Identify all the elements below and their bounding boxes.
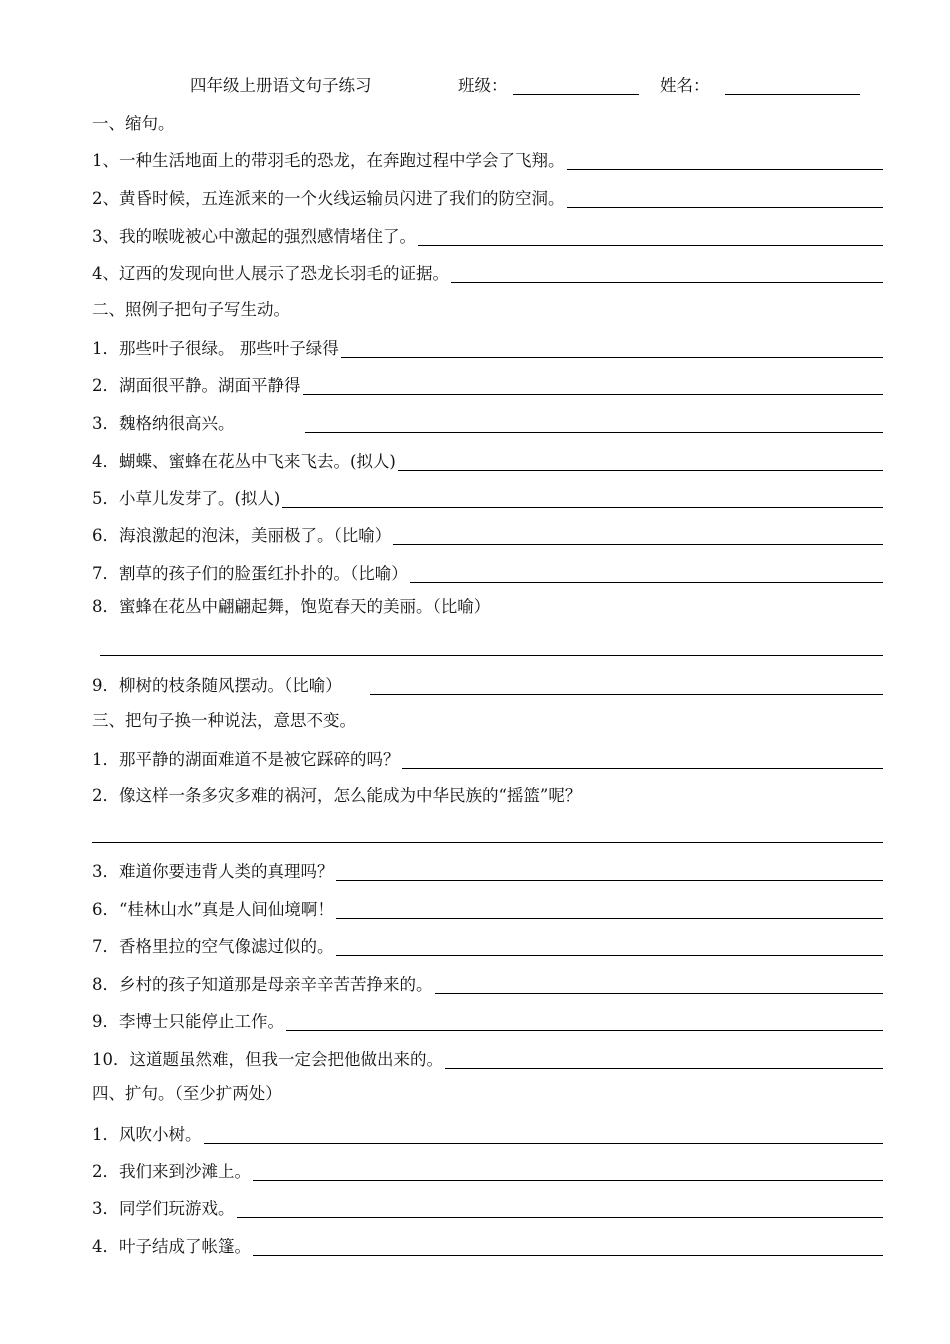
exercise-text: 1．风吹小树。 [92, 1125, 202, 1144]
exercise-item [92, 258, 883, 286]
exercise-item [92, 183, 883, 211]
answer-blank [336, 880, 884, 881]
exercise-text: 3、我的喉咙被心中激起的强烈感情堵住了。 [92, 227, 416, 246]
exercise-item [92, 670, 883, 698]
answer-blank [237, 1217, 884, 1218]
answer-blank [341, 357, 883, 358]
exercise-text: 3．难道你要违背人类的真理吗？ [92, 862, 334, 881]
answer-blank [282, 507, 883, 508]
exercise-text: 10．这道题虽然难，但我一定会把他做出来的。 [92, 1050, 443, 1069]
answer-blank [305, 432, 884, 433]
name-label: 姓名： [660, 76, 710, 95]
answer-blank [253, 1180, 883, 1181]
exercise-item [92, 1193, 883, 1221]
exercise-text: 4．叶子结成了帐篷。 [92, 1237, 251, 1256]
exercise-item [92, 1044, 883, 1072]
exercise-item [92, 969, 883, 997]
exercise-text: 7．割草的孩子们的脸蛋红扑扑的。（比喻） [92, 564, 408, 583]
section-heading-3: 三、把句子换一种说法，意思不变。 [92, 711, 356, 730]
class-label: 班级： [458, 76, 508, 95]
exercise-item [92, 446, 883, 474]
section-heading-2: 二、照例子把句子写生动。 [92, 300, 290, 319]
exercise-text: 2．湖面很平静。湖面平静得 [92, 376, 301, 395]
exercise-item [92, 221, 883, 249]
exercise-text: 5．小草儿发芽了。(拟人) [92, 489, 281, 508]
exercise-item [92, 1231, 883, 1259]
answer-blank [393, 544, 883, 545]
answer-blank [303, 394, 884, 395]
section-heading-1: 一、缩句。 [92, 114, 175, 133]
exercise-item [92, 856, 883, 884]
exercise-text: 2．我们来到沙滩上。 [92, 1162, 251, 1181]
exercise-item [92, 145, 883, 173]
exercise-item [92, 894, 883, 922]
answer-blank [451, 282, 883, 283]
answer-blank [204, 1143, 884, 1144]
exercise-text: 6．“桂林山水”真是人间仙境啊！ [92, 900, 334, 919]
answer-blank [567, 207, 884, 208]
answer-blank [445, 1068, 883, 1069]
exercise-item [92, 1156, 883, 1184]
exercise-item [92, 520, 883, 548]
answer-blank [398, 470, 883, 471]
name-blank [725, 94, 860, 95]
answer-blank [336, 918, 883, 919]
exercise-text: 3．同学们玩游戏。 [92, 1199, 235, 1218]
exercise-item [92, 1119, 883, 1147]
exercise-item [92, 483, 883, 511]
exercise-item [92, 1006, 883, 1034]
exercise-item [92, 744, 883, 772]
answer-blank [435, 993, 884, 994]
exercise-item [92, 558, 883, 586]
exercise-item [92, 931, 883, 959]
answer-blank [418, 245, 883, 246]
exercise-text: 4、辽西的发现向世人展示了恐龙长羽毛的证据。 [92, 264, 449, 283]
exercise-text: 2．像这样一条多灾多难的祸河，怎么能成为中华民族的“摇篮”呢？ [92, 786, 582, 805]
answer-blank [410, 582, 883, 583]
answer-blank [402, 768, 884, 769]
exercise-text: 9．柳树的枝条随风摆动。（比喻） [92, 676, 342, 695]
exercise-text: 4．蝴蝶、蜜蜂在花丛中飞来飞去。(拟人) [92, 452, 396, 471]
exercise-text: 9．李博士只能停止工作。 [92, 1012, 284, 1031]
answer-blank [286, 1030, 883, 1031]
answer-blank [100, 655, 883, 656]
exercise-text: 8．乡村的孩子知道那是母亲辛辛苦苦挣来的。 [92, 975, 433, 994]
answer-blank [370, 694, 883, 695]
answer-blank [253, 1255, 883, 1256]
exercise-text: 8．蜜蜂在花丛中翩翩起舞，饱览春天的美丽。（比喻） [92, 597, 491, 616]
section-heading-4: 四、扩句。（至少扩两处） [92, 1084, 282, 1103]
exercise-item [92, 408, 883, 436]
exercise-text: 7．香格里拉的空气像滤过似的。 [92, 937, 334, 956]
exercise-text: 2、黄昏时候，五连派来的一个火线运输员闪进了我们的防空洞。 [92, 189, 565, 208]
answer-blank [336, 955, 884, 956]
exercise-item [92, 370, 883, 398]
class-blank [513, 94, 639, 95]
answer-blank [92, 842, 883, 843]
exercise-text: 6．海浪激起的泡沫，美丽极了。（比喻） [92, 526, 392, 545]
exercise-text: 1．那平静的湖面难道不是被它踩碎的吗？ [92, 750, 400, 769]
exercise-text: 1．那些叶子很绿。 那些叶子绿得 [92, 339, 339, 358]
exercise-text: 3．魏格纳很高兴。 [92, 414, 235, 433]
answer-blank [567, 169, 884, 170]
exercise-text: 1、一种生活地面上的带羽毛的恐龙，在奔跑过程中学会了飞翔。 [92, 151, 565, 170]
exercise-item [92, 333, 883, 361]
worksheet-title: 四年级上册语文句子练习 [190, 76, 372, 95]
worksheet-header [0, 72, 950, 100]
